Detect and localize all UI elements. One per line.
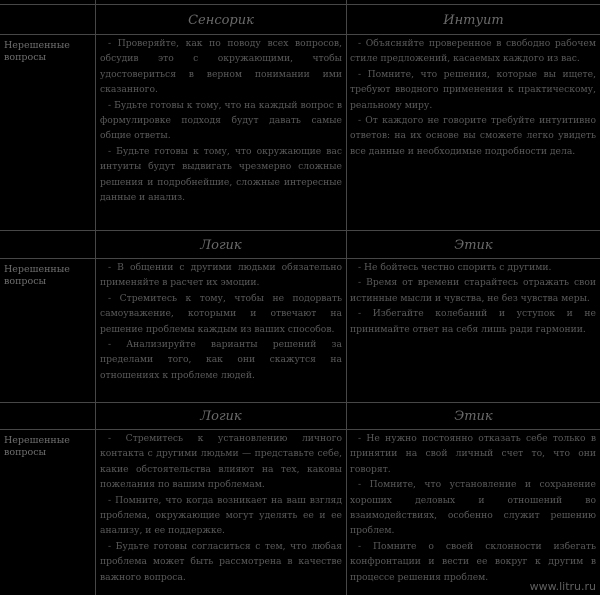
paragraph: - От каждого не говорите требуйте интуитивно ответов: на их основе вы сможете легко увидеть все данные и необходимые подробности дела. <box>350 115 596 157</box>
paragraph: - Будьте готовы к тому, что окружающие вас интуиты будут выдвигать чрезмерно сложные решения и подробнейшие, сложные интересные данные и анализ. <box>100 145 342 204</box>
paragraph: - Не нужно постоянно отказать себе только в принятии на свой личный счет то, что они говорят. <box>350 433 596 475</box>
paragraph: - Стремитесь к тому, чтобы не подорвать самоуважение, которыми и отвечают на решение проблемы каждым из ваших способов. <box>100 292 342 335</box>
column-header: Сенсорик <box>188 13 254 28</box>
column-header: Интуит <box>443 13 504 28</box>
paragraph: - Помните, что когда возникает на ваш взгляд проблема, окружающие могут уделять ее и ее анализу, и ее поддержке. <box>100 494 342 537</box>
paragraph: - Объясняйте проверенное в свободно рабочем стиле предложений, касаемых каждого из вас. <box>350 38 596 65</box>
row-label: Нерешенные вопросы <box>4 264 70 287</box>
paragraph: - Будьте готовы к тому, что на каждый вопрос в формулировке подходя будут давать самые общие ответы. <box>100 99 342 142</box>
table-rule <box>0 402 600 403</box>
column-rule <box>95 0 96 595</box>
paragraph: - В общении с другими людьми обязательно применяйте в расчет их эмоции. <box>100 262 342 289</box>
table-rule <box>0 429 600 430</box>
paragraph: - Избегайте колебаний и уступок и не принимайте ответ на себя лишь ради гармонии. <box>350 308 596 335</box>
column-header: Логик <box>200 409 242 424</box>
paragraph: - Стремитесь к установлению личного контакта с другими людьми — представьте себе, какие обстоятельства влияют на тех, каковы пожелания по вашим проблемам. <box>100 433 342 491</box>
column-rule <box>346 0 347 595</box>
paragraph: - Помните о своей склонности избегать конфронтации и вести ее вокруг к другим в процессе решения проблем. <box>350 540 596 583</box>
paragraph: - Проверяйте, как по поводу всех вопросов, обсудив это с окружающими, чтобы удостовериться в верном понимании ими сказанного. <box>100 38 342 96</box>
cell-text <box>350 260 596 337</box>
row-label: Нерешенные вопросы <box>4 40 70 63</box>
paragraph: - Помните, что установление и сохранение хороших деловых и отношений во взаимодействиях, особенно служит решению проблем. <box>350 479 596 537</box>
row-label: Нерешенные вопросы <box>4 435 70 458</box>
paragraph: - Время от времени старайтесь отражать свои истинные мысли и чувства, не без чувства меры. <box>350 277 596 304</box>
table-rule <box>0 4 600 5</box>
paragraph: - Не бойтесь честно спорить с другими. <box>358 262 552 273</box>
cell-text <box>100 36 342 205</box>
table-rule <box>0 34 600 35</box>
cell-text <box>100 431 342 585</box>
paragraph: - Будьте готовы согласиться с тем, что любая проблема может быть рассмотрена в качестве важного вопроса. <box>100 540 342 583</box>
paragraph: - Помните, что решения, которые вы ищете, требуют вводного применения к практическому, реальному миру. <box>350 68 596 111</box>
column-header: Этик <box>454 409 493 424</box>
table-rule <box>0 230 600 231</box>
table-rule <box>0 258 600 259</box>
cell-text <box>350 431 596 585</box>
watermark-text: www.litru.ru <box>529 580 596 593</box>
column-header: Этик <box>454 238 493 253</box>
paragraph: - Анализируйте варианты решений за пределами того, как они скажутся на отношениях к проблеме людей. <box>100 339 342 381</box>
cell-text <box>100 260 342 383</box>
column-header: Логик <box>200 238 242 253</box>
cell-text <box>350 36 596 159</box>
